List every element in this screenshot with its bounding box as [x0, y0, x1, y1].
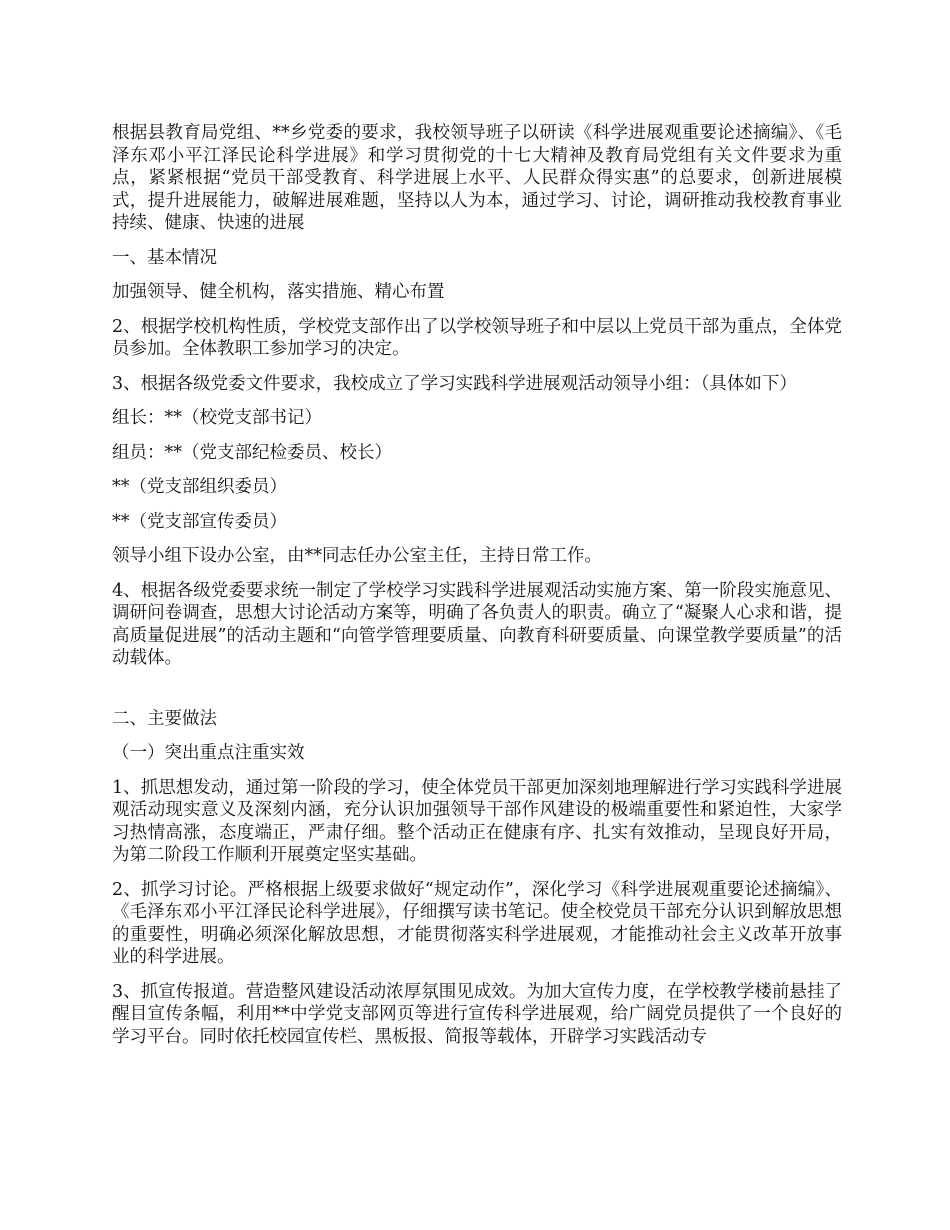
section-2-paragraph-3: 3、抓宣传报道。营造整风建设活动浓厚氛围见成效。为加大宣传力度，在学校教学楼前悬挂了醒目宣传条幅，利用**中学党支部网页等进行宣传科学进展观，给广阔党员提供了一个良好的学习平台。同时依托校园宣传栏、黑板报、简报等载体，开辟学习实践活动专: [112, 981, 842, 1047]
section-2-paragraph-2: 2、抓学习讨论。严格根据上级要求做好“规定动作”，深化学习《科学进展观重要论述摘编》、《毛泽东邓小平江泽民论科学进展》，仔细撰写读书笔记。使全校党员干部充分认识到解放思想的重要性，明确必须深化解放思想，才能贯彻落实科学进展观，才能推动社会主义改革开放事业的科学进展。: [112, 879, 842, 967]
group-member-line-3: **（党支部宣传委员）: [112, 511, 287, 532]
section-1-paragraph-4: 4、根据各级党委要求统一制定了学校学习实践科学进展观活动实施方案、第一阶段实施意见、调研问卷调查，思想大讨论活动方案等，明确了各负责人的职责。确立了“凝聚人心求和谐，提高质量促进展”的活动主题和“向管学管理要质量、向教育科研要质量、向课堂教学要质量”的活动载体。: [112, 580, 842, 668]
group-member-line-2: **（党支部组织委员）: [112, 477, 287, 497]
office-line: 领导小组下设办公室，由**同志任办公室主任，主持日常工作。: [112, 546, 602, 566]
intro-paragraph: 根据县教育局党组、**乡党委的要求，我校领导班子以研读《科学进展观重要论述摘编》、《毛泽东邓小平江泽民论科学进展》和学习贯彻党的十七大精神及教育局党组有关文件要求为重点，紧紧根据“党员干部受教育、科学进展上水平、人民群众得实惠”的总要求，创新进展模式，提升进展能力，破解进展难题，坚持以人为本，通过学习、讨论，调研推动我校教育事业持续、健康、快速的进展: [112, 123, 842, 233]
section-1-subtitle: 加强领导、健全机构，落实措施、精心布置: [112, 282, 445, 302]
section-1-paragraph-3: 3、根据各级党委文件要求，我校成立了学习实践科学进展观活动领导小组：（具体如下）: [112, 373, 797, 394]
group-member-line: 组员：**（党支部纪检委员、校长）: [112, 442, 392, 463]
section-1-paragraph-2: 2、根据学校机构性质，学校党支部作出了以学校领导班子和中层以上党员干部为重点，全体党员参加。全体教职工参加学习的决定。: [112, 316, 842, 359]
group-leader-line: 组长：**（校党支部书记）: [112, 408, 322, 428]
section-2-heading: 二、主要做法: [112, 708, 217, 729]
section-2-paragraph-1: 1、抓思想发动，通过第一阶段的学习，使全体党员干部更加深刻地理解进行学习实践科学进展观活动现实意义及深刻内涵，充分认识加强领导干部作风建设的极端重要性和紧迫性，大家学习热情高涨，态度端正，严肃仔细。整个活动正在健康有序、扎实有效推动，呈现良好开局，为第二阶段工作顺利开展奠定坚实基础。: [112, 777, 842, 865]
section-2-subheading: （一）突出重点注重实效: [112, 743, 305, 763]
section-1-heading: 一、基本情况: [112, 247, 217, 268]
